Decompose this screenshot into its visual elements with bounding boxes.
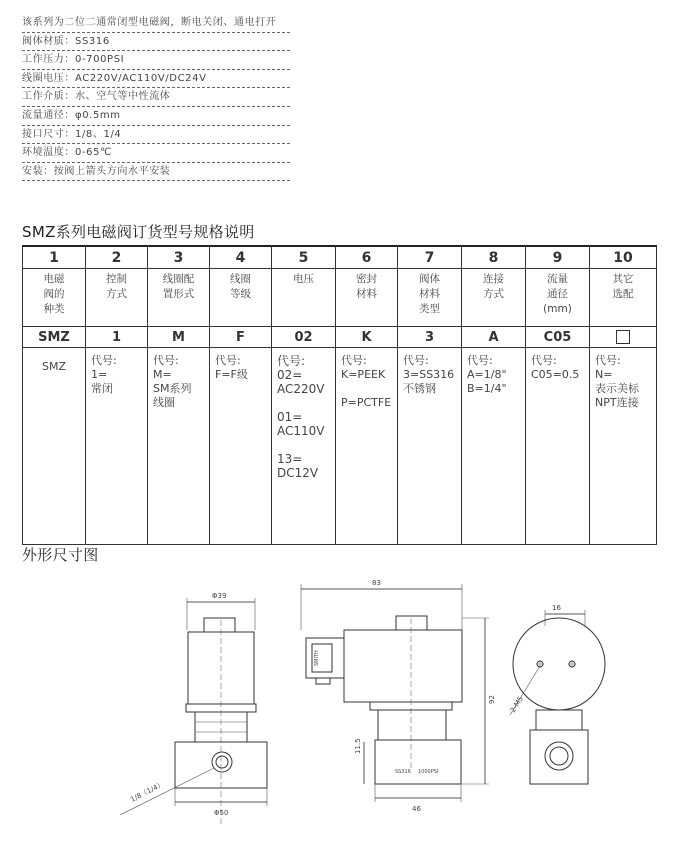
front-top-dia-label: Φ39	[212, 592, 227, 600]
col-detail: 代号: 02= AC220V 01= AC110V 13= DC12V	[272, 348, 336, 545]
side-base-height-label: 11.5	[354, 738, 362, 754]
col-code: K	[336, 327, 398, 348]
option-checkbox-icon	[616, 330, 630, 344]
col-code: 3	[398, 327, 462, 348]
dimension-drawing	[0, 570, 680, 850]
col-description: 控制 方式	[86, 269, 148, 327]
side-body-label-2: 1000PSI	[418, 769, 439, 775]
spec-line: 安装：按阀上箭头方向水平安装	[22, 163, 290, 182]
col-detail: 代号: A=1/8" B=1/4"	[462, 348, 526, 545]
col-detail: 代号: K=PEEK P=PCTFE	[336, 348, 398, 545]
back-top-width-label: 16	[552, 604, 561, 612]
col-detail: 代号: N= 表示美标 NPT连接	[590, 348, 657, 545]
col-number: 10	[590, 246, 657, 269]
col-description: 连接 方式	[462, 269, 526, 327]
back-screw-label: 2-M5	[508, 694, 525, 715]
spec-line: 工作介质：水、空气等中性流体	[22, 88, 290, 107]
col-code-option	[590, 327, 657, 348]
spec-line: 线圈电压：AC220V/AC110V/DC24V	[22, 70, 290, 89]
front-view	[120, 592, 267, 825]
front-bottom-dia-label: Φ50	[214, 809, 229, 817]
col-number: 2	[86, 246, 148, 269]
col-description: 电磁 阀的 种类	[23, 269, 86, 327]
col-number: 5	[272, 246, 336, 269]
side-view	[301, 579, 496, 813]
side-base-width-label: 46	[412, 805, 421, 813]
col-number: 1	[23, 246, 86, 269]
col-description: 电压	[272, 269, 336, 327]
col-code: M	[148, 327, 210, 348]
spec-line: 接口尺寸：1/8、1/4	[22, 126, 290, 145]
dimension-title: 外形尺寸图	[22, 546, 99, 564]
col-description: 流量 通径 (mm)	[526, 269, 590, 327]
col-number: 7	[398, 246, 462, 269]
col-detail: 代号: F=F级	[210, 348, 272, 545]
col-detail: 代号: 1= 常闭	[86, 348, 148, 545]
col-description: 阀体 材料 类型	[398, 269, 462, 327]
spec-line: 流量通径：φ0.5mm	[22, 107, 290, 126]
col-description: 线圈配 置形式	[148, 269, 210, 327]
col-number: 8	[462, 246, 526, 269]
col-detail: 代号: C05=0.5	[526, 348, 590, 545]
spec-line: 环境温度：0-65℃	[22, 144, 290, 163]
col-description: 线圈 等级	[210, 269, 272, 327]
col-number: 4	[210, 246, 272, 269]
col-description: 其它 选配	[590, 269, 657, 327]
back-view	[509, 604, 605, 784]
col-detail: 代号: M= SM系列 线圈	[148, 348, 210, 545]
col-code: 1	[86, 327, 148, 348]
col-code: 02	[272, 327, 336, 348]
col-code: F	[210, 327, 272, 348]
spec-line: 工作压力：0-700PSI	[22, 51, 290, 70]
col-number: 9	[526, 246, 590, 269]
col-number: 6	[336, 246, 398, 269]
side-connector-label: SMITH	[314, 650, 320, 666]
col-detail: 代号: 3=SS316 不锈钢	[398, 348, 462, 545]
spec-line: 阀体材质：SS316	[22, 33, 290, 52]
side-height-label: 92	[488, 695, 496, 704]
col-code: C05	[526, 327, 590, 348]
order-table	[22, 245, 657, 545]
col-detail: SMZ	[23, 348, 86, 545]
order-title: SMZ系列电磁阀订货型号规格说明	[22, 223, 255, 241]
side-body-label: SS316	[395, 769, 411, 775]
spec-line: 该系列为二位二通常闭型电磁阀，断电关闭、通电打开	[22, 14, 290, 33]
col-number: 3	[148, 246, 210, 269]
front-port-label: 1/8（1/4）	[129, 780, 166, 804]
spec-list	[22, 14, 290, 181]
col-description: 密封 材料	[336, 269, 398, 327]
side-width-label: 83	[372, 579, 381, 587]
col-code: SMZ	[23, 327, 86, 348]
col-code: A	[462, 327, 526, 348]
